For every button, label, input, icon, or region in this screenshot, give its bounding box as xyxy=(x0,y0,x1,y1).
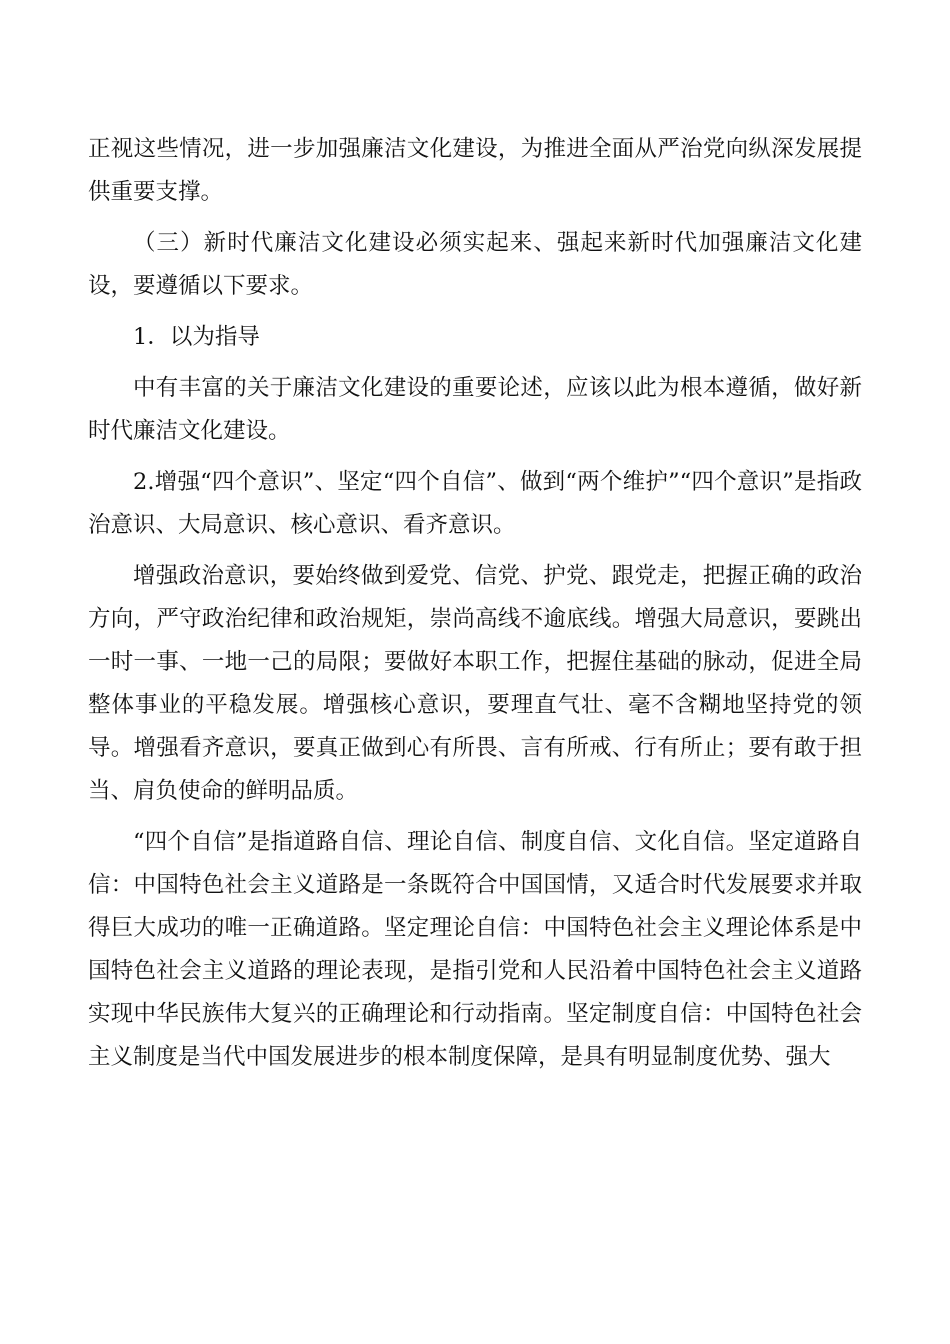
paragraph-4: 中有丰富的关于廉洁文化建设的重要论述，应该以此为根本遵循，做好新时代廉洁文化建设。 xyxy=(88,375,862,444)
document-page xyxy=(88,128,862,1087)
paragraph-5: 2.增强“四个意识”、坚定“四个自信”、做到“两个维护”“四个意识”是指政治意识、大局意识、核心意识、看齐意识。 xyxy=(88,469,862,538)
paragraph-1: 正视这些情况，进一步加强廉洁文化建设，为推进全面从严治党向纵深发展提供重要支撑。 xyxy=(88,136,862,205)
paragraph-2: （三）新时代廉洁文化建设必须实起来、强起来新时代加强廉洁文化建设，要遵循以下要求。 xyxy=(88,230,862,299)
paragraph-6: 增强政治意识，要始终做到爱党、信党、护党、跟党走，把握正确的政治方向，严守政治纪律和政治规矩，崇尚高线不逾底线。增强大局意识，要跳出一时一事、一地一己的局限；要做好本职工作，把握住基础的脉动，促进全局整体事业的平稳发展。增强核心意识，要理直气壮、毫不含糊地坚持党的领导。增强看齐意识，要真正做到心有所畏、言有所戒、行有所止；要有敢于担当、肩负使命的鲜明品质。 xyxy=(88,563,862,804)
paragraph-7: “四个自信”是指道路自信、理论自信、制度自信、文化自信。坚定道路自信：中国特色社会主义道路是一条既符合中国国情，又适合时代发展要求并取得巨大成功的唯一正确道路。坚定理论自信：中国特色社会主义理论体系是中国特色社会主义道路的理论表现，是指引党和人民沿着中国特色社会主义道路实现中华民族伟大复兴的正确理论和行动指南。坚定制度自信：中国特色社会主义制度是当代中国发展进步的根本制度保障，是具有明显制度优势、强大 xyxy=(88,829,862,1070)
paragraph-3: 1．以为指导 xyxy=(133,324,260,350)
